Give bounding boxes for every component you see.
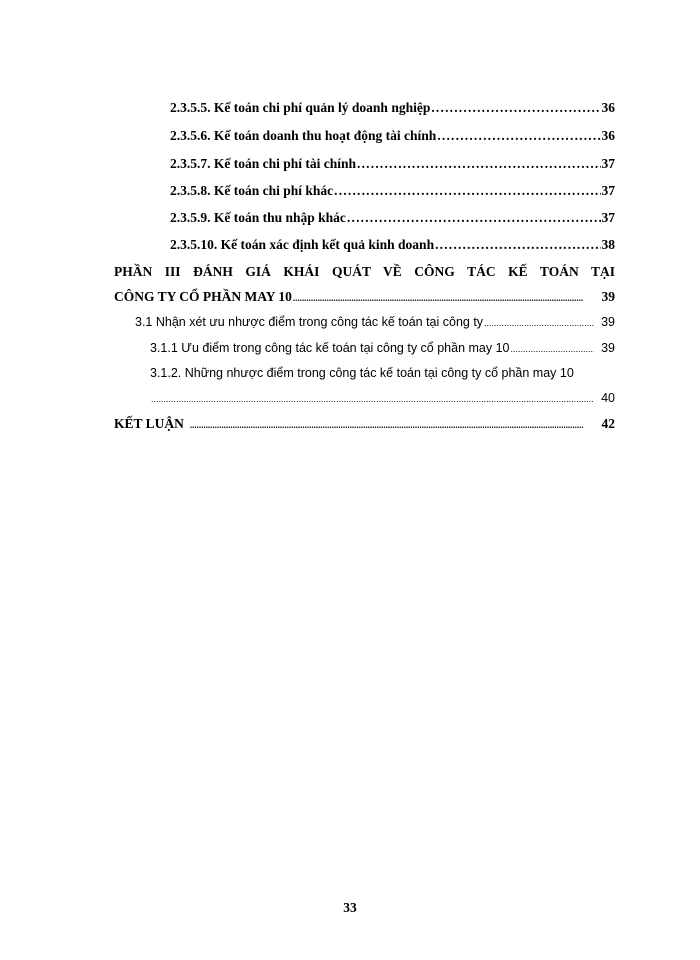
toc-entry-title: 2.3.5.10. Kế toán xác định kết quả kinh doanh bbox=[170, 237, 435, 252]
toc-entry-title: 2.3.5.8. Kế toán chi phí khác bbox=[170, 183, 334, 198]
toc-entry-title: 2.3.5.6. Kế toán doanh thu hoạt động tài chính bbox=[170, 128, 437, 143]
toc-leader bbox=[293, 293, 583, 303]
toc-entry-title: 3.1.1 Ưu điểm trong công tác kế toán tại công ty cổ phần may 10 bbox=[150, 341, 510, 355]
toc-leader bbox=[190, 420, 583, 430]
toc-leader bbox=[347, 210, 601, 226]
toc-leader bbox=[511, 344, 595, 354]
toc-entry-page: 36 bbox=[601, 128, 615, 143]
toc-entry-title: 3.1.2. Những nhược điểm trong công tác kế toán tại công ty cổ phần may 10 bbox=[150, 366, 574, 380]
toc-entry-3-1[interactable] bbox=[135, 315, 615, 329]
toc-entry-title: 3.1 Nhận xét ưu nhược điểm trong công tác kế toán tại công ty bbox=[135, 315, 484, 329]
part3-heading-line1[interactable]: PHẦN III ĐÁNH GIÁ KHÁI QUÁT VỀ CÔNG TÁC KẾ TOÁN TẠI bbox=[114, 264, 615, 279]
toc-entry-conclusion[interactable] bbox=[114, 416, 615, 432]
toc-leader bbox=[431, 100, 600, 116]
toc-entry-page: 40 bbox=[601, 391, 615, 405]
toc-entry[interactable] bbox=[170, 237, 615, 253]
toc-entry-title: KẾT LUẬN bbox=[114, 416, 184, 431]
toc-entry[interactable] bbox=[170, 100, 615, 116]
toc-entry[interactable] bbox=[170, 210, 615, 226]
toc-entry-3-1-1[interactable] bbox=[150, 341, 615, 355]
toc-entry-part3[interactable] bbox=[114, 289, 615, 305]
toc-entry-3-1-2-leader bbox=[150, 391, 615, 405]
toc-entry-3-1-2[interactable] bbox=[150, 366, 615, 380]
toc-entry-page: 36 bbox=[601, 100, 615, 115]
toc-entry-title: 2.3.5.7. Kế toán chi phí tài chính bbox=[170, 156, 357, 171]
part3-heading-line2: CÔNG TY CỔ PHẦN MAY 10 bbox=[114, 289, 292, 304]
toc-entry[interactable] bbox=[170, 156, 615, 172]
toc-entry-title: 2.3.5.9. Kế toán thu nhập khác bbox=[170, 210, 346, 225]
page-number: 33 bbox=[343, 900, 357, 915]
toc-entry-page: 37 bbox=[601, 183, 615, 198]
toc-leader bbox=[437, 128, 600, 144]
toc-entry-page: 39 bbox=[601, 289, 615, 304]
toc-entry[interactable] bbox=[170, 128, 615, 144]
toc-entry-title: 2.3.5.5. Kế toán chi phí quản lý doanh nghiệp bbox=[170, 100, 431, 115]
toc-entry-page: 37 bbox=[601, 156, 615, 171]
toc-entry-page: 38 bbox=[601, 237, 615, 252]
toc-entry-page: 42 bbox=[601, 416, 615, 431]
toc-entry-page: 37 bbox=[601, 210, 615, 225]
toc-leader bbox=[151, 394, 594, 404]
toc-leader bbox=[357, 156, 600, 172]
toc-entry[interactable] bbox=[170, 183, 615, 199]
toc-leader bbox=[334, 183, 600, 199]
toc-leader bbox=[484, 318, 594, 328]
toc-entry-page: 39 bbox=[601, 315, 615, 329]
toc-leader bbox=[435, 237, 600, 253]
toc-entry-page: 39 bbox=[601, 341, 615, 355]
